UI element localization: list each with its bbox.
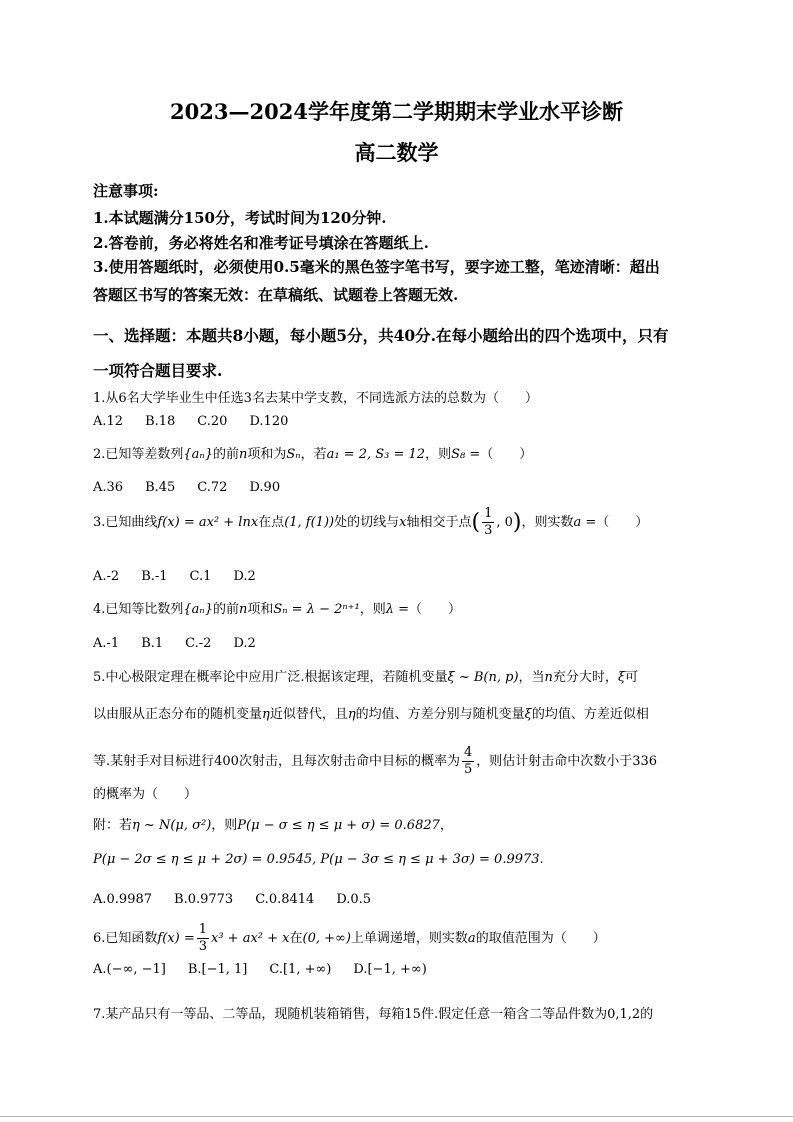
option-c: C.-2 bbox=[185, 636, 212, 651]
q5-period: . bbox=[539, 852, 544, 867]
option-a: A.-2 bbox=[93, 569, 120, 584]
q5-n: n bbox=[544, 670, 553, 685]
q3-fraction-num: 1 bbox=[484, 506, 493, 521]
q3-paren-close: ) bbox=[512, 510, 522, 535]
q3-text-2: 在点 bbox=[258, 515, 285, 530]
question-5-line-2 bbox=[93, 703, 649, 722]
q4-sn: Sₙ = λ − 2ⁿ⁺¹ bbox=[273, 602, 360, 617]
q2-text-1: 2.已知等差数列 bbox=[93, 447, 184, 462]
option-a: A.36 bbox=[93, 480, 124, 495]
q3-a: a = bbox=[573, 515, 597, 530]
q5-eta-2: η bbox=[347, 707, 356, 722]
question-5-line-3 bbox=[93, 745, 657, 778]
q3-function: f(x) = ax² + lnx bbox=[157, 515, 259, 530]
q5-eta: η bbox=[262, 707, 270, 722]
q5-fraction-den: 5 bbox=[463, 762, 473, 777]
question-3-options bbox=[93, 569, 278, 584]
q5-text-8: 的均值、方差近似相 bbox=[531, 707, 649, 722]
option-a: A.-1 bbox=[93, 636, 120, 651]
q5-text-5: 以由服从正态分布的随机变量 bbox=[93, 707, 263, 722]
q3-text-5: ，则实数 bbox=[521, 515, 574, 530]
option-b: B.45 bbox=[145, 480, 176, 495]
option-c: C.20 bbox=[197, 414, 228, 429]
exam-title: 2023—2024学年度第二学期期末学业水平诊断 bbox=[170, 99, 623, 124]
q5-text-7: 的均值、方差分别与随机变量 bbox=[355, 707, 525, 722]
q5-prob-2-3: P(μ − 2σ ≤ η ≤ μ + 2σ) = 0.9545, P(μ − 3σ ≤ η ≤ μ + 3σ) = 0.9973 bbox=[93, 852, 540, 867]
q5-text-13: ， bbox=[439, 818, 453, 833]
option-d: D.90 bbox=[249, 480, 281, 495]
q5-fraction bbox=[462, 745, 474, 778]
question-5-line-1 bbox=[93, 666, 638, 685]
question-2-options bbox=[93, 480, 302, 495]
q6-text-4: 的取值范围为（ ） bbox=[475, 931, 606, 946]
q4-n: n bbox=[238, 602, 248, 617]
q2-sequence: {aₙ} bbox=[183, 447, 213, 462]
q6-text-3: 上单调递增，则实数 bbox=[350, 931, 468, 946]
option-c: C.1 bbox=[189, 569, 212, 584]
q2-text-3: 项和为 bbox=[247, 447, 287, 462]
q2-sn: Sₙ bbox=[286, 447, 301, 462]
q6-text-2: 在 bbox=[289, 931, 303, 946]
q5-xi-2: ξ bbox=[524, 707, 532, 722]
q6-interval: (0, +∞) bbox=[302, 931, 351, 946]
q5-fraction-num: 4 bbox=[463, 745, 473, 760]
q3-text-3: 处的切线与 bbox=[334, 515, 400, 530]
page-bottom-rule bbox=[0, 1116, 793, 1117]
question-1: 1.从6名大学毕业生中任选3名去某中学支教，不同选派方法的总数为（ ） bbox=[93, 391, 538, 406]
option-b: B.18 bbox=[145, 414, 176, 429]
q4-lambda: λ = bbox=[385, 602, 409, 617]
option-c: C.[1, +∞) bbox=[269, 962, 332, 977]
q4-text-5: （ ） bbox=[409, 602, 462, 617]
q7-numbers: 0,1,2 bbox=[607, 1007, 641, 1022]
q5-text-11: 附：若 bbox=[93, 818, 133, 833]
q3-text-1: 3.已知曲线 bbox=[93, 515, 158, 530]
q7-text-2: 的 bbox=[640, 1007, 654, 1022]
q3-point-tail: , 0 bbox=[496, 515, 513, 530]
q2-text-5: ，则 bbox=[425, 447, 452, 462]
option-a: A.0.9987 bbox=[93, 892, 153, 907]
q6-fraction bbox=[197, 922, 209, 955]
note-3-line-2: 答题区书写的答案无效：在草稿纸、试题卷上答题无效. bbox=[93, 286, 459, 304]
question-1-options bbox=[93, 414, 310, 429]
option-b: B.[−1, 1] bbox=[187, 962, 248, 977]
q4-text-1: 4.已知等比数列 bbox=[93, 602, 184, 617]
q5-text-12: ，则 bbox=[211, 818, 238, 833]
q3-paren-open: ( bbox=[471, 510, 481, 535]
question-7 bbox=[93, 1003, 653, 1022]
q3-text-6: （ ） bbox=[596, 515, 649, 530]
q6-fraction-num: 1 bbox=[198, 922, 207, 937]
q5-text-1: 5.中心极限定理在概率论中应用广泛.根据该定理，若随机变量 bbox=[93, 670, 448, 685]
note-1: 1.本试题满分150分，考试时间为120分钟. bbox=[93, 209, 387, 227]
question-6-options bbox=[93, 962, 449, 977]
q4-text-4: ，则 bbox=[359, 602, 386, 617]
question-4 bbox=[93, 598, 461, 617]
q5-normal: η ~ N(μ, σ²) bbox=[132, 818, 212, 833]
q2-text-4: ，若 bbox=[300, 447, 327, 462]
question-5-line-4: 的概率为（ ） bbox=[93, 787, 198, 802]
q5-xi: ξ bbox=[617, 670, 626, 685]
note-3-line-1: 3.使用答题纸时，必须使用0.5毫米的黑色签字笔书写，要字迹工整，笔迹清晰：超出 bbox=[93, 258, 660, 276]
q5-text-3: 充分大时， bbox=[552, 670, 618, 685]
option-d: D.2 bbox=[233, 569, 256, 584]
section-heading-line-1: 一、选择题：本题共8小题，每小题5分，共40分.在每小题给出的四个选项中，只有 bbox=[93, 326, 669, 345]
question-4-options bbox=[93, 636, 278, 651]
q3-fraction-den: 3 bbox=[484, 523, 493, 538]
option-d: D.0.5 bbox=[336, 892, 372, 907]
question-2 bbox=[93, 443, 532, 462]
q4-text-2: 的前 bbox=[212, 602, 239, 617]
exam-subject: 高二数学 bbox=[354, 140, 439, 165]
q3-fraction bbox=[482, 506, 494, 539]
q6-text-1: 6.已知函数 bbox=[93, 931, 158, 946]
option-d: D.[−1, +∞) bbox=[353, 962, 427, 977]
q6-function-rhs: x³ + ax² + x bbox=[211, 931, 290, 946]
option-b: B.-1 bbox=[141, 569, 168, 584]
q5-text-6: 近似替代，且 bbox=[269, 707, 348, 722]
q3-text-4: 轴相交于点 bbox=[406, 515, 472, 530]
option-c: C.0.8414 bbox=[255, 892, 315, 907]
q2-text-2: 的前 bbox=[212, 447, 239, 462]
q4-sequence: {aₙ} bbox=[183, 602, 213, 617]
q5-binomial: ξ ~ B(n, p) bbox=[447, 670, 519, 685]
q2-condition: a₁ = 2, S₃ = 12 bbox=[326, 447, 426, 462]
option-c: C.72 bbox=[197, 480, 228, 495]
option-b: B.1 bbox=[141, 636, 164, 651]
question-3 bbox=[93, 506, 648, 539]
q5-text-10: ，则估计射击命中次数小于336 bbox=[476, 754, 658, 769]
q6-fraction-den: 3 bbox=[198, 939, 207, 954]
q2-text-6: （ ） bbox=[480, 447, 533, 462]
q3-point: (1, f(1)) bbox=[284, 515, 335, 530]
note-2: 2.答卷前，务必将姓名和准考证号填涂在答题纸上. bbox=[93, 234, 429, 252]
option-d: D.120 bbox=[249, 414, 289, 429]
notes-heading: 注意事项: bbox=[93, 182, 159, 200]
question-5-line-5 bbox=[93, 814, 453, 833]
option-d: D.2 bbox=[233, 636, 256, 651]
section-heading-line-2: 一项符合题目要求. bbox=[93, 361, 223, 380]
question-5-options bbox=[93, 892, 393, 907]
option-b: B.0.9773 bbox=[174, 892, 234, 907]
q4-text-3: 项和 bbox=[247, 602, 274, 617]
q5-text-9: 等.某射手对目标进行400次射击，且每次射击命中目标的概率为 bbox=[93, 754, 460, 769]
option-a: A.12 bbox=[93, 414, 124, 429]
q6-function-lhs: f(x) = bbox=[157, 931, 195, 946]
q7-text-1: 7.某产品只有一等品、二等品，现随机装箱销售，每箱15件.假定任意一箱含二等品件数为 bbox=[93, 1007, 608, 1022]
option-a: A.(−∞, −1] bbox=[93, 962, 166, 977]
q2-s8: S₈ = bbox=[451, 447, 481, 462]
q2-n: n bbox=[238, 447, 248, 462]
q5-text-4: 可 bbox=[625, 670, 639, 685]
q6-a: a bbox=[467, 931, 476, 946]
q3-x: x bbox=[399, 515, 407, 530]
q5-text-2: ，当 bbox=[518, 670, 545, 685]
question-5-line-6 bbox=[93, 852, 544, 867]
question-6 bbox=[93, 922, 606, 955]
q5-prob-1: P(μ − σ ≤ η ≤ μ + σ) = 0.6827 bbox=[237, 818, 440, 833]
